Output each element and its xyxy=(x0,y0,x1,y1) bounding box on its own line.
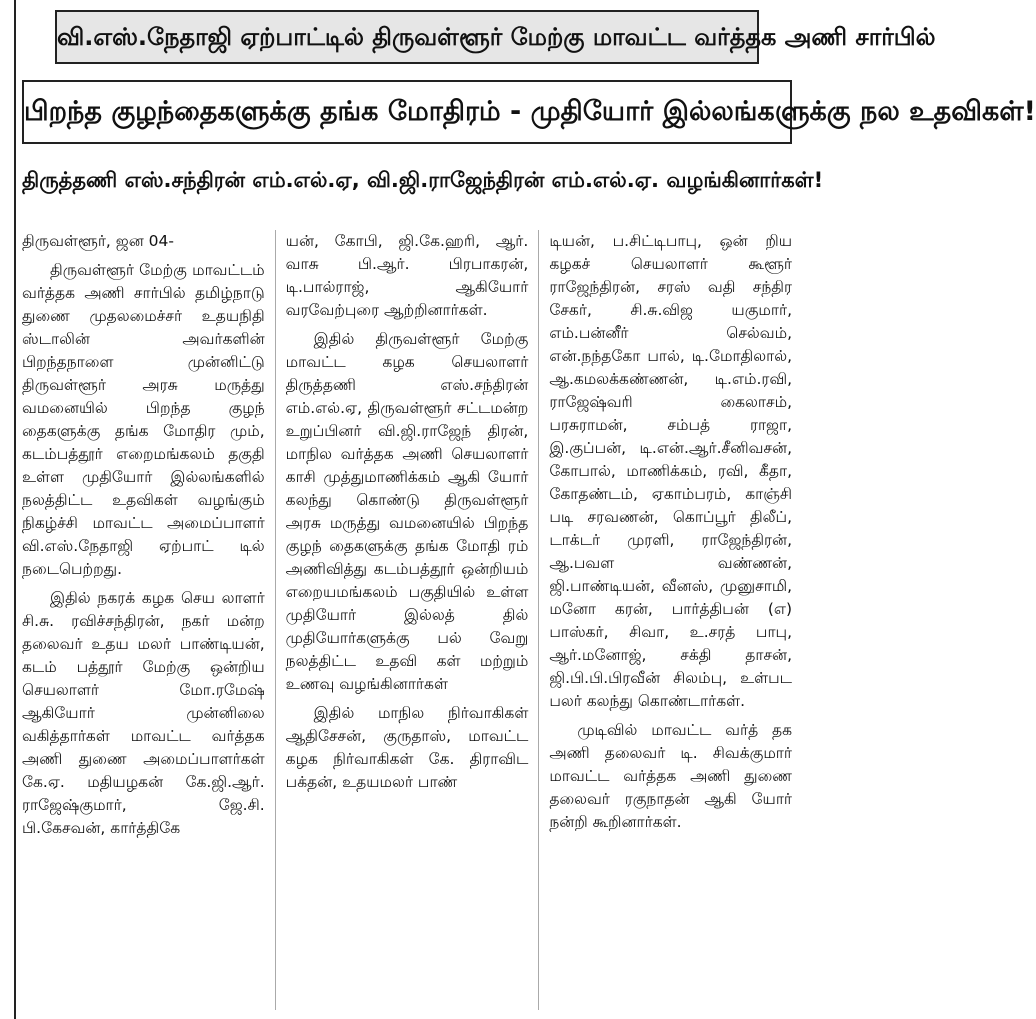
paragraph: முடிவில் மாவட்ட வர்த் தக அணி தலைவர் டி. சிவக்குமார் மாவட்ட வர்த்தக அணி துணை தலைவர் ரகுநாதன் ஆகி யோர் நன்றி கூறினார்கள். xyxy=(549,721,793,831)
column-divider xyxy=(275,230,276,1010)
column-1 xyxy=(22,230,265,1010)
paragraph: இதில் மாநில நிர்வாகிகள் ஆதிசேசன், குருதாஸ், மாவட்ட கழக நிர்வாகிகள் கே. திராவிட பக்தன், உதயமலர் பாண் xyxy=(285,704,529,791)
dateline: திருவள்ளூர், ஜன 04- xyxy=(22,232,174,250)
article-body xyxy=(22,230,792,1010)
paragraph: இதில் திருவள்ளூர் மேற்கு மாவட்ட கழக செயலாளர் திருத்தணி எஸ்.சந்திரன் எம்.எல்.ஏ, திருவள்ளூர் சட்டமன்ற உறுப்பினர் வி.ஜி.ராஜேந் திரன், மாநில வர்த்தக அணி செயலாளர் காசி முத்துமாணிக்கம் ஆகி யோர் கலந்து கொண்டு திருவள்ளூர் அரசு மருத்து வமனையில் பிறந்த குழந் தைகளுக்கு தங்க மோதி ரம் அணிவித்து கடம்பத்தூர் ஒன்றியம் எறையமங்கலம் பகுதியில் உள்ள முதியோர் இல்லத் தில் முதியோர்களுக்கு பல் வேறு நலத்திட்ட உதவி கள் மற்றும் உணவு வழங்கினார்கள் xyxy=(285,330,529,693)
paragraph: டியன், ப.சிட்டிபாபு, ஒன் றிய கழகச் செயலாளர் கூளூர் ராஜேந்திரன், சரஸ் வதி சந்திர சேகர், சி.சு.விஜ யகுமார், எம்.பன்னீர் செல்வம், என்.நந்தகோ பால், டி.மோதிலால், ஆ.கமலக்கண்ணன், டி.எம்.ரவி, ராஜேஷ்வரி கைலாசம், பரசுராமன், சம்பத் ராஜா, இ.குப்பன், டி.என்.ஆர்.சீனிவசன், கோபால், மாணிக்கம், ரவி, கீதா, கோதண்டம், ஏகாம்பரம், காஞ்சி படி சரவணன், கொப்பூர் திலீப், டாக்டர் முரளி, ராஜேந்திரன், ஆ.பவள வண்ணன், ஜி.பாண்டியன், வீனஸ், முனுசாமி, மனோ கரன், பார்த்திபன் (எ) பாஸ்கர், சிவா, உ.சரத் பாபு, ஆர்.மனோஜ், சக்தி தாசன், ஜி.பி.பி.பிரவீன் சிலம்பு, உள்பட பலர் கலந்து கொண்டார்கள். xyxy=(549,232,793,710)
kicker-banner: வி.எஸ்.நேதாஜி ஏற்பாட்டில் திருவள்ளூர் மேற்கு மாவட்ட வர்த்தக அணி சார்பில் xyxy=(55,10,759,64)
column-2 xyxy=(286,230,529,1010)
column-3 xyxy=(549,230,792,1010)
paragraph: இதில் நகரக் கழக செய லாளர் சி.சு. ரவிச்சந்திரன், நகர் மன்ற தலைவர் உதய மலர் பாண்டியன், கடம் பத்தூர் மேற்கு ஒன்றிய செயலாளர் மோ.ரமேஷ் ஆகியோர் முன்னிலை வகித்தார்கள் மாவட்ட வர்த்தக அணி துணை அமைப்பாளர்கள் கே.ஏ. மதியழகன் கே.ஜி.ஆர். ராஜேஷ்குமார், ஜே.சி. பி.கேசவன், கார்த்திகே xyxy=(22,589,265,837)
subheadline: திருத்தணி எஸ்.சந்திரன் எம்.எல்.ஏ, வி.ஜி.ராஜேந்திரன் எம்.எல்.ஏ. வழங்கினார்கள்! xyxy=(22,168,824,192)
paragraph: யன், கோபி, ஜி.கே.ஹரி, ஆர். வாசு பி.ஆர். பிரபாகரன், டி.பால்ராஜ், ஆகியோர் வரவேற்புரை ஆற்றினார்கள். xyxy=(285,232,529,319)
adjacent-column-edge xyxy=(0,0,16,1019)
news-article xyxy=(22,10,1036,1010)
headline: பிறந்த குழந்தைகளுக்கு தங்க மோதிரம் - முதியோர் இல்லங்களுக்கு நல உதவிகள்! xyxy=(22,80,792,144)
column-divider xyxy=(538,230,539,1010)
paragraph: திருவள்ளூர் மேற்கு மாவட்டம் வர்த்தக அணி சார்பில் தமிழ்நாடு துணை முதலமைச்சர் உதயநிதி ஸ்டாலின் அவர்களின் பிறந்தநாளை முன்னிட்டு திருவள்ளூர் அரசு மருத்து வமனையில் பிறந்த குழந் தைகளுக்கு தங்க மோதிர மும், கடம்பத்தூர் எறைமங்கலம் தகுதி உள்ள முதியோர் இல்லங்களில் நலத்திட்ட உதவிகள் வழங்கும் நிகழ்ச்சி மாவட்ட அமைப்பாளர் வி.எஸ்.நேதாஜி ஏற்பாட் டில் நடைபெற்றது. xyxy=(22,261,265,578)
